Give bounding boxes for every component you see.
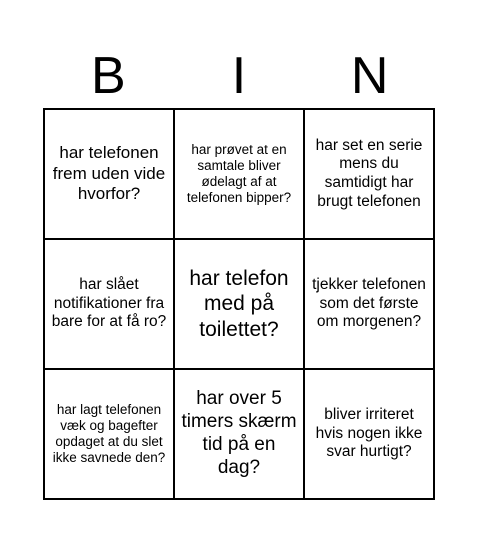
bingo-cell-text: har lagt telefonen væk og bagefter opdaget at du slet ikke savnede den? (52, 401, 166, 466)
bingo-cell-4[interactable] (44, 239, 174, 369)
bingo-card-grid (43, 108, 435, 500)
bingo-cell-7[interactable] (44, 369, 174, 499)
bingo-cell-text: har over 5 timers skærm tid på en dag? (181, 388, 297, 478)
bingo-cell-text: bliver irriteret hvis nogen ikke svar hurtigt? (315, 406, 423, 461)
bingo-cell-3[interactable] (304, 109, 434, 239)
bingo-cell-2[interactable] (174, 109, 304, 239)
bingo-cell-8[interactable] (174, 369, 304, 499)
bingo-cell-text: har slået notifikationer fra bare for at få ro? (51, 276, 167, 331)
bingo-cell-text: har set en serie mens du samtidigt har brugt telefonen (315, 136, 423, 210)
header-letter-b: B (90, 47, 126, 105)
bingo-cell-5[interactable] (174, 239, 304, 369)
bingo-cell-1[interactable] (44, 109, 174, 239)
bingo-cell-text: har telefon med på toilettet? (189, 267, 289, 341)
bingo-header (43, 48, 435, 104)
bingo-cell-text: tjekker telefonen som det første om morgenen? (312, 276, 426, 331)
bingo-cell-text: har prøvet at en samtale bliver ødelagt af at telefonen bipper? (186, 141, 292, 206)
bingo-cell-6[interactable] (304, 239, 434, 369)
header-letter-i: I (231, 47, 247, 105)
bingo-cell-text: har telefonen frem uden vide hvorfor? (52, 143, 166, 204)
header-letter-n: N (350, 47, 389, 105)
bingo-cell-9[interactable] (304, 369, 434, 499)
